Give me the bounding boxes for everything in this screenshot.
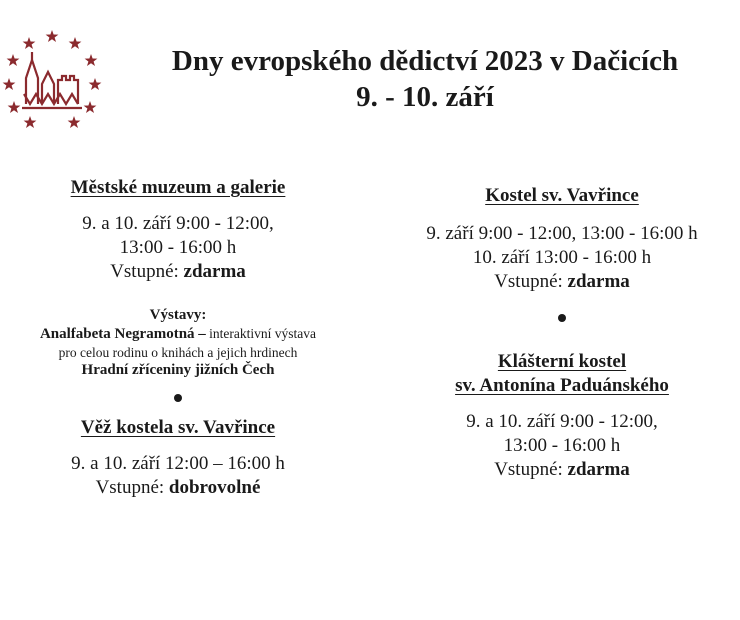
- star-icon: [7, 54, 20, 66]
- page-subtitle-dates: 9. - 10. září: [356, 81, 494, 113]
- star-icon: [85, 54, 98, 66]
- star-icon: [68, 116, 81, 128]
- exhibit-1-desc-a: interaktivní výstava: [209, 326, 317, 341]
- monastery-fee: [392, 458, 732, 482]
- museum-hours-1: 9. a 10. září 9:00 - 12:00,: [82, 213, 274, 234]
- european-heritage-days-logo: [2, 28, 102, 132]
- star-icon: [84, 101, 97, 113]
- monastery-hours-2: 13:00 - 16:00 h: [503, 435, 621, 456]
- tower-fee: [8, 476, 348, 500]
- exhibit-2-title: Hradní zříceniny jižních Čech: [81, 362, 275, 378]
- star-icon: [3, 78, 16, 90]
- star-icon: [23, 37, 36, 49]
- museum-heading: Městské muzeum a galerie: [70, 177, 286, 198]
- church-fee: [392, 270, 732, 294]
- page-title: Dny evropského dědictví 2023 v Dačicích: [171, 45, 679, 77]
- fee-value: dobrovolné: [168, 477, 261, 498]
- fee-label: Vstupné:: [110, 261, 179, 282]
- star-icon: [89, 78, 102, 90]
- bullet-separator: [174, 394, 182, 402]
- museum-fee: [8, 260, 348, 284]
- museum-hours-2: 13:00 - 16:00 h: [119, 237, 237, 258]
- monastery-heading-2: sv. Antonína Paduánského: [455, 375, 669, 396]
- museum-section: [8, 176, 348, 500]
- monastery-hours-1: 9. a 10. září 9:00 - 12:00,: [466, 411, 658, 432]
- fee-value: zdarma: [183, 261, 246, 282]
- fee-label: Vstupné:: [494, 459, 563, 480]
- fee-value: zdarma: [567, 459, 630, 480]
- exhibit-1-title: Analfabeta Negramotná –: [39, 326, 206, 342]
- star-icon: [69, 37, 82, 49]
- star-icon: [46, 30, 59, 42]
- monastery-heading-1: Klášterní kostel: [497, 351, 627, 372]
- exhibit-1: [8, 325, 348, 344]
- church-section: [392, 184, 732, 482]
- church-hours-1: 9. září 9:00 - 12:00, 13:00 - 16:00 h: [426, 223, 698, 244]
- fee-label: Vstupné:: [95, 477, 165, 498]
- church-hours-2: 10. září 13:00 - 16:00 h: [472, 247, 652, 268]
- fee-value: zdarma: [567, 271, 630, 292]
- castle-emblem: [22, 52, 82, 108]
- star-icon: [8, 101, 21, 113]
- fee-label: Vstupné:: [494, 271, 563, 292]
- tower-heading: Věž kostela sv. Vavřince: [80, 417, 276, 438]
- bullet-separator: [558, 314, 566, 322]
- church-heading: Kostel sv. Vavřince: [485, 185, 639, 206]
- exhibitions-label: Výstavy:: [149, 307, 207, 323]
- exhibit-1-desc-b: pro celou rodinu o knihách a jejich hrdinech: [58, 345, 298, 360]
- star-icon: [24, 116, 37, 128]
- tower-hours: 9. a 10. září 12:00 – 16:00 h: [71, 453, 285, 474]
